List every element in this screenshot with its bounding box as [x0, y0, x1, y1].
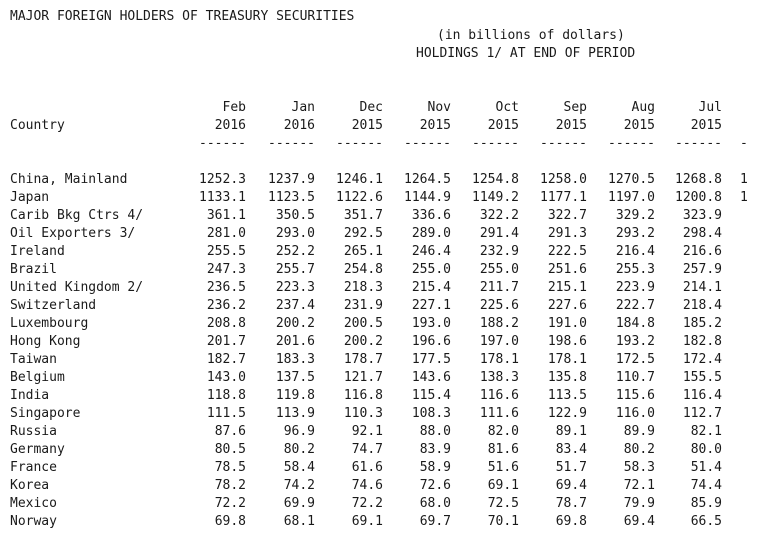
- page-title: MAJOR FOREIGN HOLDERS OF TREASURY SECURITIES: [10, 9, 355, 24]
- holding-value: 85.9: [690, 496, 722, 511]
- holding-value: 1270.5: [608, 172, 655, 187]
- holding-value: 293.2: [615, 226, 655, 241]
- holding-value: 201.7: [206, 334, 246, 349]
- holding-value: 51.7: [555, 460, 587, 475]
- holding-value: 216.4: [615, 244, 655, 259]
- country-name: Singapore: [10, 406, 81, 421]
- holding-value: 200.2: [343, 334, 383, 349]
- holding-value: 293.0: [275, 226, 315, 241]
- holding-value: 291.3: [547, 226, 587, 241]
- holding-value: 298.4: [682, 226, 722, 241]
- holding-value: 110.7: [615, 370, 655, 385]
- holding-value: 211.7: [479, 280, 519, 295]
- holding-value: 292.5: [343, 226, 383, 241]
- table-row: [0, 405, 760, 423]
- holding-value: 172.4: [682, 352, 722, 367]
- holding-value: 193.0: [411, 316, 451, 331]
- holding-value: 81.6: [487, 442, 519, 457]
- holding-value: 227.1: [411, 298, 451, 313]
- holding-value: 177.5: [411, 352, 451, 367]
- holding-value: 214.1: [682, 280, 722, 295]
- holding-value: 72.2: [351, 496, 383, 511]
- country-name: China, Mainland: [10, 172, 128, 187]
- holding-value: 69.8: [214, 514, 246, 529]
- holding-value: 198.6: [547, 334, 587, 349]
- holding-value: 252.2: [275, 244, 315, 259]
- holding-value: 58.4: [283, 460, 315, 475]
- table-row: [0, 351, 760, 369]
- country-name: Japan: [10, 190, 50, 205]
- table-row: [0, 513, 760, 531]
- holding-value: 255.7: [275, 262, 315, 277]
- holding-value: 255.0: [479, 262, 519, 277]
- holding-value: 322.2: [479, 208, 519, 223]
- country-name: Belgium: [10, 370, 65, 385]
- country-name: Taiwan: [10, 352, 57, 367]
- column-year-1: 2016: [283, 118, 315, 133]
- holding-value: 1200.8: [675, 190, 722, 205]
- holding-value: 178.1: [547, 352, 587, 367]
- holding-value: 115.4: [411, 388, 451, 403]
- country-name: Norway: [10, 514, 57, 529]
- holding-value: 215.1: [547, 280, 587, 295]
- holding-value: 69.1: [351, 514, 383, 529]
- holding-value: 223.9: [615, 280, 655, 295]
- column-month-1: Jan: [291, 100, 315, 115]
- table-row: [0, 189, 760, 207]
- holding-value: 80.0: [690, 442, 722, 457]
- header-rule-trail: -: [740, 136, 748, 151]
- holding-value: 182.7: [206, 352, 246, 367]
- country-name: Hong Kong: [10, 334, 81, 349]
- holding-value: 247.3: [206, 262, 246, 277]
- holding-value: 1123.5: [268, 190, 315, 205]
- header-rule: ------: [608, 136, 655, 151]
- holding-value: 111.6: [479, 406, 519, 421]
- truncated-value: 1: [740, 190, 748, 205]
- holding-value: 116.8: [343, 388, 383, 403]
- holding-value: 215.4: [411, 280, 451, 295]
- header-rule: ------: [675, 136, 722, 151]
- holding-value: 80.2: [623, 442, 655, 457]
- column-month-7: Jul: [698, 100, 722, 115]
- country-name: India: [10, 388, 50, 403]
- table-row: [0, 279, 760, 297]
- country-name: Oil Exporters 3/: [10, 226, 136, 241]
- column-year-0: 2016: [214, 118, 246, 133]
- units-note: (in billions of dollars): [437, 28, 625, 43]
- holding-value: 200.2: [275, 316, 315, 331]
- column-month-2: Dec: [359, 100, 383, 115]
- holding-value: 74.2: [283, 478, 315, 493]
- holding-value: 322.7: [547, 208, 587, 223]
- holding-value: 200.5: [343, 316, 383, 331]
- holding-value: 92.1: [351, 424, 383, 439]
- truncated-value: 1: [740, 172, 748, 187]
- holding-value: 232.9: [479, 244, 519, 259]
- table-row: [0, 423, 760, 441]
- column-month-3: Nov: [427, 100, 451, 115]
- holding-value: 80.2: [283, 442, 315, 457]
- holding-value: 255.3: [615, 262, 655, 277]
- header-rule: ------: [404, 136, 451, 151]
- country-column-header: Country: [10, 118, 65, 133]
- country-name: Luxembourg: [10, 316, 89, 331]
- holding-value: 143.0: [206, 370, 246, 385]
- table-row: [0, 369, 760, 387]
- holding-value: 69.7: [419, 514, 451, 529]
- holding-value: 113.5: [547, 388, 587, 403]
- holding-value: 115.6: [615, 388, 655, 403]
- holding-value: 1237.9: [268, 172, 315, 187]
- column-month-5: Sep: [563, 100, 587, 115]
- holding-value: 1197.0: [608, 190, 655, 205]
- holding-value: 323.9: [682, 208, 722, 223]
- column-year-3: 2015: [419, 118, 451, 133]
- holding-value: 208.8: [206, 316, 246, 331]
- country-name: Germany: [10, 442, 65, 457]
- holding-value: 72.6: [419, 478, 451, 493]
- holding-value: 216.6: [682, 244, 722, 259]
- holding-value: 281.0: [206, 226, 246, 241]
- holding-value: 237.4: [275, 298, 315, 313]
- holding-value: 172.5: [615, 352, 655, 367]
- holding-value: 51.4: [690, 460, 722, 475]
- holding-value: 1177.1: [540, 190, 587, 205]
- holding-value: 255.5: [206, 244, 246, 259]
- holding-value: 222.7: [615, 298, 655, 313]
- holding-value: 336.6: [411, 208, 451, 223]
- holding-value: 116.0: [615, 406, 655, 421]
- holding-value: 112.7: [682, 406, 722, 421]
- holding-value: 111.5: [206, 406, 246, 421]
- holding-value: 1122.6: [336, 190, 383, 205]
- holding-value: 80.5: [214, 442, 246, 457]
- holding-value: 116.6: [479, 388, 519, 403]
- header-rule: ------: [336, 136, 383, 151]
- holding-value: 108.3: [411, 406, 451, 421]
- holding-value: 191.0: [547, 316, 587, 331]
- holding-value: 257.9: [682, 262, 722, 277]
- holding-value: 143.6: [411, 370, 451, 385]
- column-month-4: Oct: [495, 100, 519, 115]
- holding-value: 1149.2: [472, 190, 519, 205]
- holding-value: 72.2: [214, 496, 246, 511]
- country-name: United Kingdom 2/: [10, 280, 144, 295]
- header-rule: ------: [268, 136, 315, 151]
- header-rule: ------: [540, 136, 587, 151]
- holding-value: 193.2: [615, 334, 655, 349]
- holding-value: 254.8: [343, 262, 383, 277]
- country-name: Mexico: [10, 496, 57, 511]
- holding-value: 222.5: [547, 244, 587, 259]
- holding-value: 89.1: [555, 424, 587, 439]
- holding-value: 78.2: [214, 478, 246, 493]
- table-row: [0, 495, 760, 513]
- holding-value: 231.9: [343, 298, 383, 313]
- holding-value: 69.8: [555, 514, 587, 529]
- table-row: [0, 441, 760, 459]
- country-name: Brazil: [10, 262, 57, 277]
- holding-value: 83.9: [419, 442, 451, 457]
- holding-value: 182.8: [682, 334, 722, 349]
- holding-value: 70.1: [487, 514, 519, 529]
- table-row: [0, 333, 760, 351]
- holding-value: 58.9: [419, 460, 451, 475]
- holding-value: 223.3: [275, 280, 315, 295]
- holding-value: 137.5: [275, 370, 315, 385]
- holding-value: 72.5: [487, 496, 519, 511]
- holding-value: 74.4: [690, 478, 722, 493]
- holding-value: 79.9: [623, 496, 655, 511]
- holding-value: 135.8: [547, 370, 587, 385]
- holding-value: 58.3: [623, 460, 655, 475]
- holding-value: 178.1: [479, 352, 519, 367]
- holding-value: 116.4: [682, 388, 722, 403]
- holding-value: 1144.9: [404, 190, 451, 205]
- holding-value: 251.6: [547, 262, 587, 277]
- holding-value: 225.6: [479, 298, 519, 313]
- holding-value: 329.2: [615, 208, 655, 223]
- holding-value: 82.1: [690, 424, 722, 439]
- holding-value: 82.0: [487, 424, 519, 439]
- table-row: [0, 243, 760, 261]
- holding-value: 236.5: [206, 280, 246, 295]
- country-name: Switzerland: [10, 298, 97, 313]
- holding-value: 78.5: [214, 460, 246, 475]
- table-row: [0, 261, 760, 279]
- holding-value: 351.7: [343, 208, 383, 223]
- holding-value: 1254.8: [472, 172, 519, 187]
- table-row: [0, 315, 760, 333]
- holding-value: 201.6: [275, 334, 315, 349]
- table-row: [0, 387, 760, 405]
- header-rule: ------: [199, 136, 246, 151]
- holding-value: 51.6: [487, 460, 519, 475]
- holding-value: 68.0: [419, 496, 451, 511]
- holding-value: 1133.1: [199, 190, 246, 205]
- holding-value: 122.9: [547, 406, 587, 421]
- holding-value: 197.0: [479, 334, 519, 349]
- holding-value: 1264.5: [404, 172, 451, 187]
- holding-value: 246.4: [411, 244, 451, 259]
- column-month-6: Aug: [631, 100, 655, 115]
- holding-value: 1246.1: [336, 172, 383, 187]
- holding-value: 289.0: [411, 226, 451, 241]
- holding-value: 113.9: [275, 406, 315, 421]
- holding-value: 1252.3: [199, 172, 246, 187]
- holding-value: 87.6: [214, 424, 246, 439]
- holding-value: 83.4: [555, 442, 587, 457]
- country-name: Russia: [10, 424, 57, 439]
- table-row: [0, 297, 760, 315]
- holding-value: 196.6: [411, 334, 451, 349]
- holding-value: 78.7: [555, 496, 587, 511]
- holding-value: 291.4: [479, 226, 519, 241]
- holding-value: 69.4: [555, 478, 587, 493]
- holding-value: 61.6: [351, 460, 383, 475]
- country-name: Ireland: [10, 244, 65, 259]
- holding-value: 119.8: [275, 388, 315, 403]
- holding-value: 74.7: [351, 442, 383, 457]
- column-month-0: Feb: [222, 100, 246, 115]
- holding-value: 1268.8: [675, 172, 722, 187]
- holding-value: 89.9: [623, 424, 655, 439]
- country-name: France: [10, 460, 57, 475]
- holding-value: 227.6: [547, 298, 587, 313]
- holding-value: 68.1: [283, 514, 315, 529]
- column-year-4: 2015: [487, 118, 519, 133]
- column-year-6: 2015: [623, 118, 655, 133]
- holding-value: 185.2: [682, 316, 722, 331]
- header-rule: ------: [472, 136, 519, 151]
- holding-value: 236.2: [206, 298, 246, 313]
- holding-value: 361.1: [206, 208, 246, 223]
- holding-value: 183.3: [275, 352, 315, 367]
- holding-value: 66.5: [690, 514, 722, 529]
- holding-value: 184.8: [615, 316, 655, 331]
- holding-value: 121.7: [343, 370, 383, 385]
- holding-value: 350.5: [275, 208, 315, 223]
- country-name: Korea: [10, 478, 50, 493]
- holding-value: 218.3: [343, 280, 383, 295]
- holding-value: 88.0: [419, 424, 451, 439]
- table-row: [0, 207, 760, 225]
- holding-value: 155.5: [682, 370, 722, 385]
- holding-value: 255.0: [411, 262, 451, 277]
- holding-value: 138.3: [479, 370, 519, 385]
- table-row: [0, 477, 760, 495]
- period-note: HOLDINGS 1/ AT END OF PERIOD: [416, 46, 636, 61]
- holding-value: 72.1: [623, 478, 655, 493]
- holding-value: 265.1: [343, 244, 383, 259]
- holding-value: 188.2: [479, 316, 519, 331]
- holding-value: 110.3: [343, 406, 383, 421]
- table-row: [0, 459, 760, 477]
- table-row: [0, 225, 760, 243]
- table-row: [0, 171, 760, 189]
- column-year-5: 2015: [555, 118, 587, 133]
- holding-value: 69.1: [487, 478, 519, 493]
- holding-value: 74.6: [351, 478, 383, 493]
- column-year-2: 2015: [351, 118, 383, 133]
- holding-value: 69.9: [283, 496, 315, 511]
- holding-value: 178.7: [343, 352, 383, 367]
- holding-value: 118.8: [206, 388, 246, 403]
- column-year-7: 2015: [690, 118, 722, 133]
- holding-value: 69.4: [623, 514, 655, 529]
- holding-value: 96.9: [283, 424, 315, 439]
- holding-value: 218.4: [682, 298, 722, 313]
- holding-value: 1258.0: [540, 172, 587, 187]
- country-name: Carib Bkg Ctrs 4/: [10, 208, 144, 223]
